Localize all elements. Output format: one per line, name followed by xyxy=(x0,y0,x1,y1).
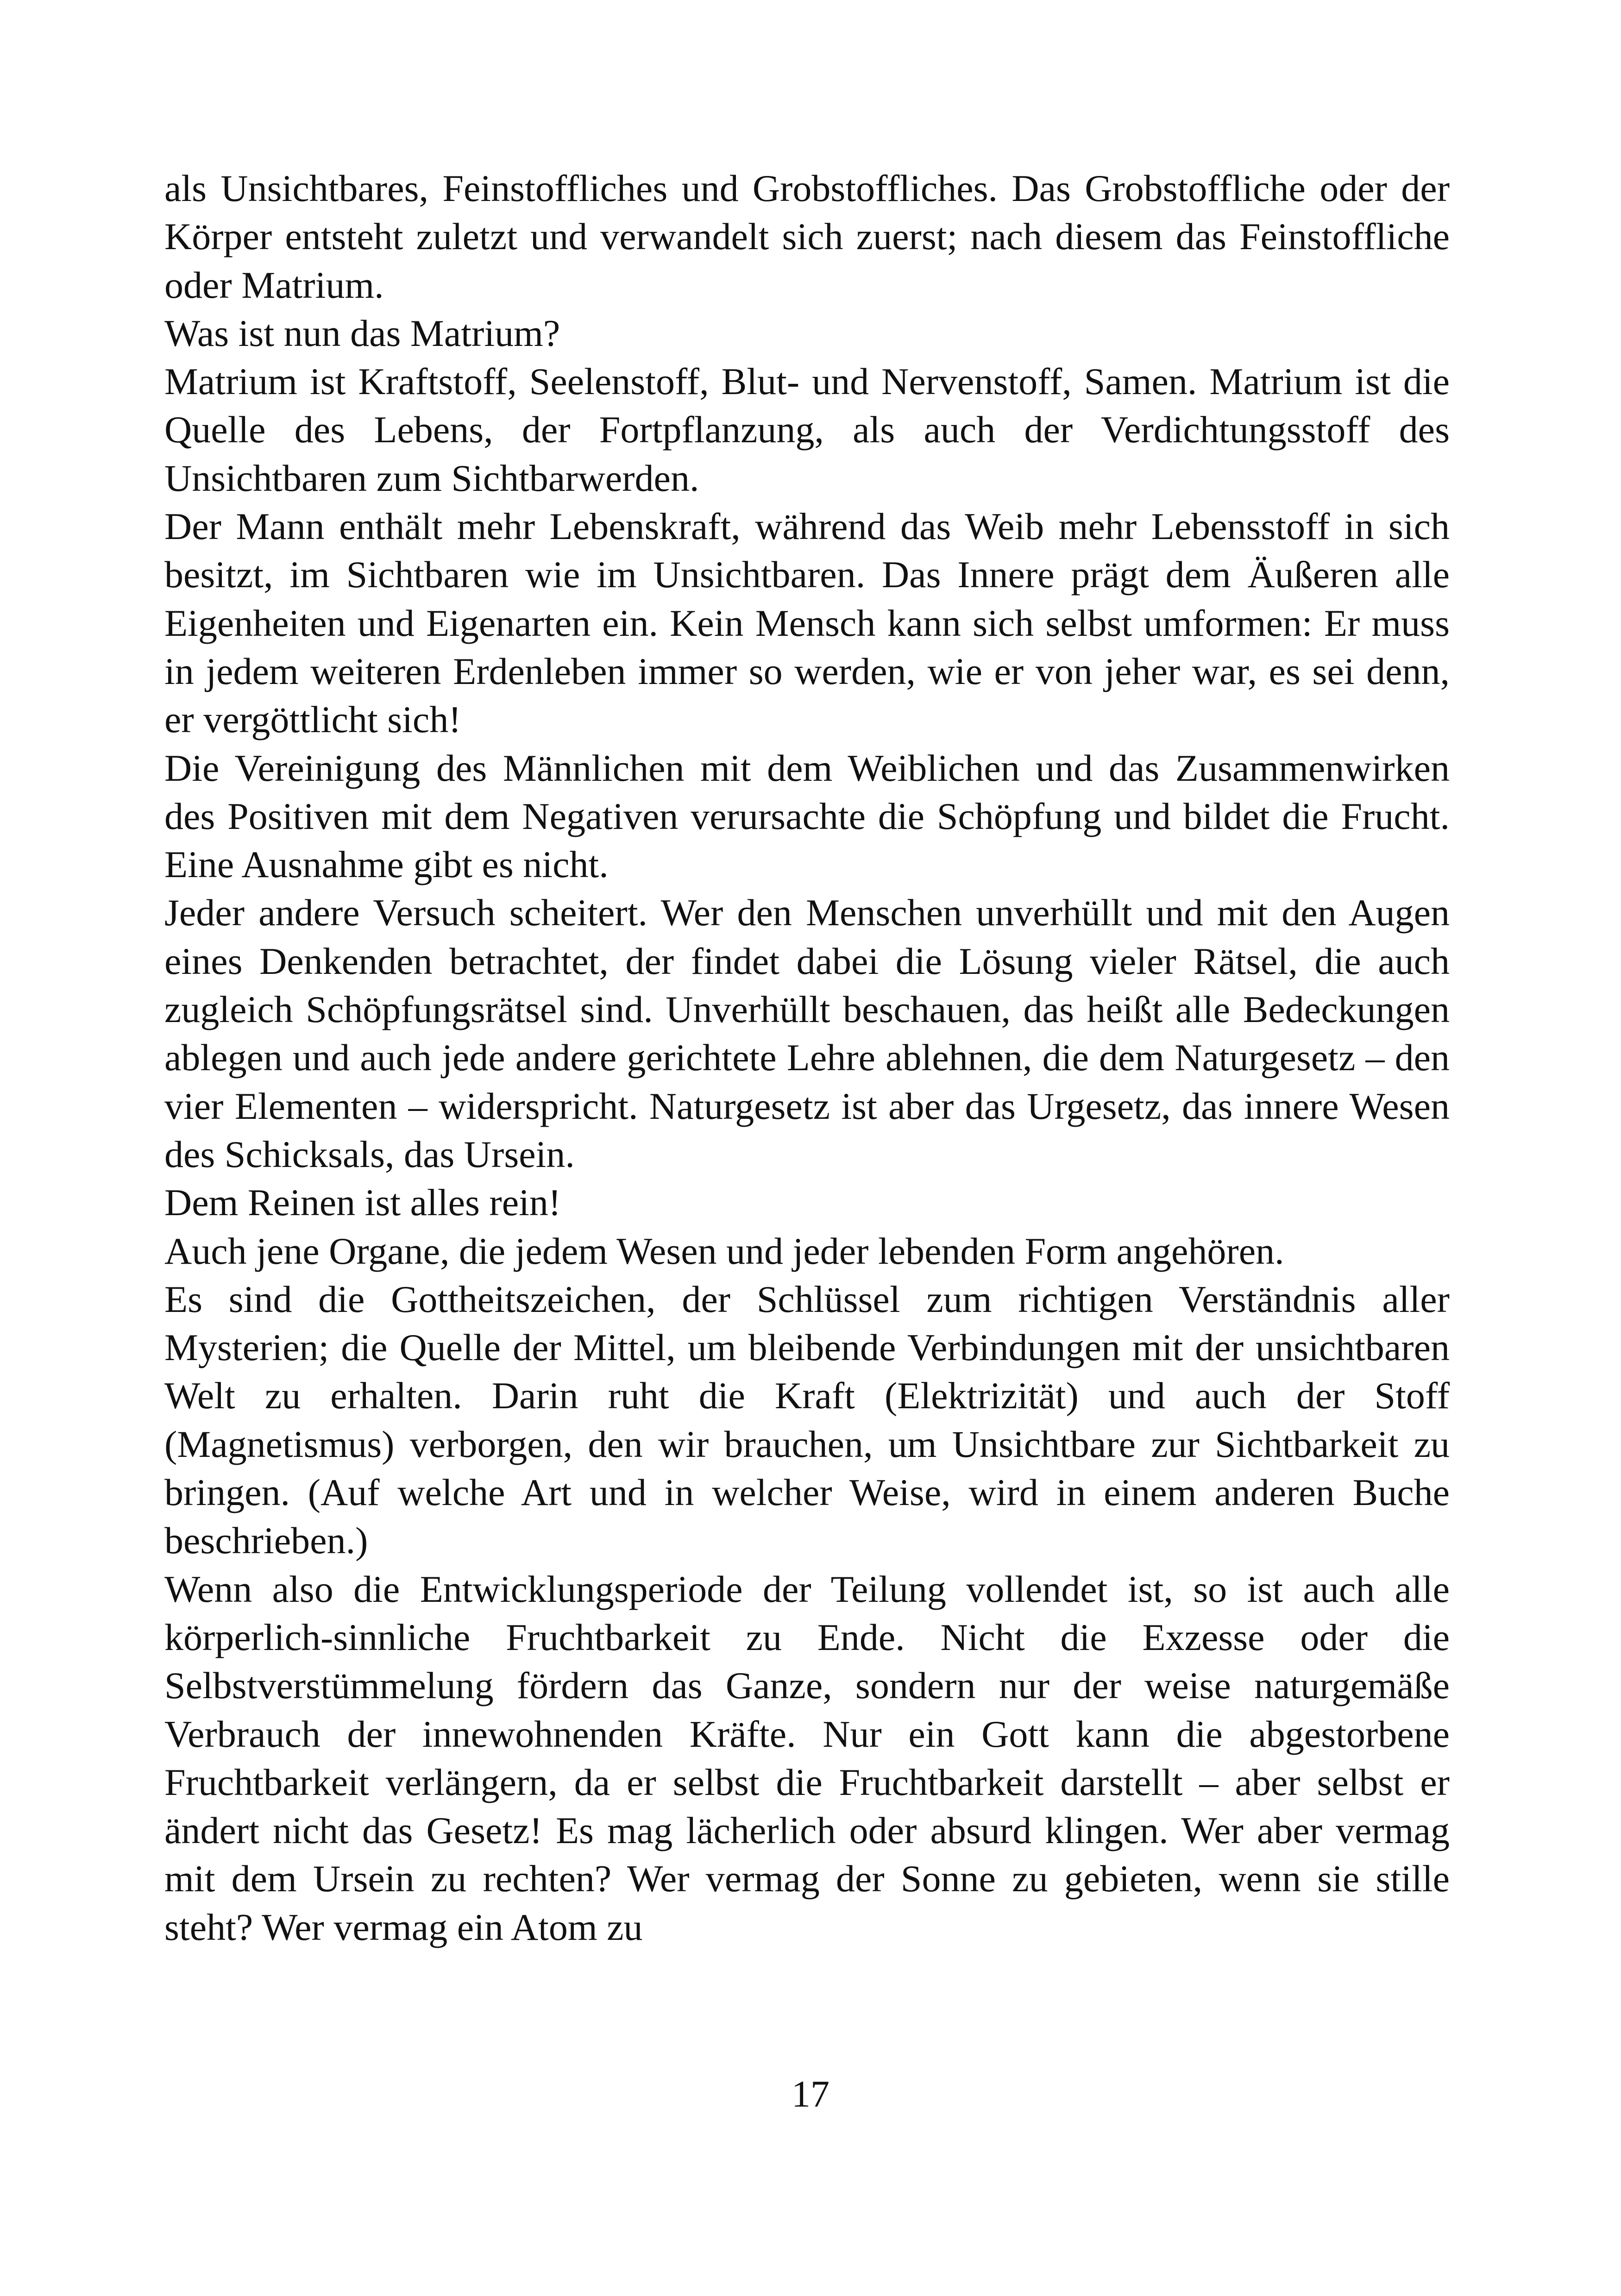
paragraph-7: Dem Reinen ist alles rein! xyxy=(164,1181,561,1224)
paragraph-4: Der Mann enthält mehr Lebenskraft, während das Weib mehr Lebensstoff in sich besitzt, im Sichtbaren wie im Unsichtbaren. Das Innere prägt dem Äußeren alle Eigenheiten und Eigenarten ein. Kein Mensch kann sich selbst umformen: Er muss in jedem weiteren Erdenleben immer so werden, wie er von jeher war, es sei denn, er vergöttlicht sich! xyxy=(164,505,1450,741)
paragraph-5: Die Vereinigung des Männlichen mit dem Weiblichen und das Zusammenwirken des Positiven mit dem Negativen verursachte die Schöpfung und bildet die Frucht. Eine Ausnahme gibt es nicht. xyxy=(164,747,1450,886)
paragraph-3: Matrium ist Kraftstoff, Seelenstoff, Blut- und Nervenstoff, Samen. Matrium ist die Quelle des Lebens, der Fortpflanzung, als auch der Verdichtungsstoff des Unsichtbaren zum Sichtbarwerden. xyxy=(164,360,1450,499)
paragraph-10: Wenn also die Entwicklungsperiode der Teilung vollendet ist, so ist auch alle körperlich-sinnliche Fruchtbarkeit zu Ende. Nicht die Exzesse oder die Selbstverstümmelung fördern das Ganze, sondern nur der weise naturgemäße Verbrauch der innewohnenden Kräfte. Nur ein Gott kann die abgestorbene Fruchtbarkeit verlängern, da er selbst die Fruchtbarkeit darstellt – aber selbst er ändert nicht das Gesetz! Es mag lächerlich oder absurd klingen. Wer aber vermag mit dem Ursein zu rechten? Wer vermag der Sonne zu gebieten, wenn sie stille steht? Wer vermag ein Atom zu xyxy=(164,1568,1450,1948)
paragraph-2: Was ist nun das Matrium? xyxy=(164,312,560,354)
paragraph-8: Auch jene Organe, die jedem Wesen und jeder lebenden Form angehören. xyxy=(164,1230,1284,1272)
page-number: 17 xyxy=(792,2073,829,2115)
body-text xyxy=(164,164,1450,1951)
paragraph-1: als Unsichtbares, Feinstoffliches und Grobstoffliches. Das Grobstoffliche oder der Körper entsteht zuletzt und verwandelt sich zuerst; nach diesem das Feinstoffliche oder Matrium. xyxy=(164,167,1450,306)
paragraph-9: Es sind die Gottheitszeichen, der Schlüssel zum richtigen Verständnis aller Mysterien; die Quelle der Mittel, um bleibende Verbindungen mit der unsichtbaren Welt zu erhalten. Darin ruht die Kraft (Elektrizität) und auch der Stoff (Magnetismus) verborgen, den wir brauchen, um Unsichtbare zur Sichtbarkeit zu bringen. (Auf welche Art und in welcher Weise, wird in einem anderen Buche beschrieben.) xyxy=(164,1278,1450,1562)
paragraph-6: Jeder andere Versuch scheitert. Wer den Menschen unverhüllt und mit den Augen eines Denkenden betrachtet, der findet dabei die Lösung vieler Rätsel, die auch zugleich Schöpfungsrätsel sind. Unverhüllt beschauen, das heißt alle Bedeckungen ablegen und auch jede andere gerichtete Lehre ablehnen, die dem Naturgesetz – den vier Elementen – widerspricht. Naturgesetz ist aber das Urgesetz, das innere Wesen des Schicksals, das Ursein. xyxy=(164,891,1450,1175)
